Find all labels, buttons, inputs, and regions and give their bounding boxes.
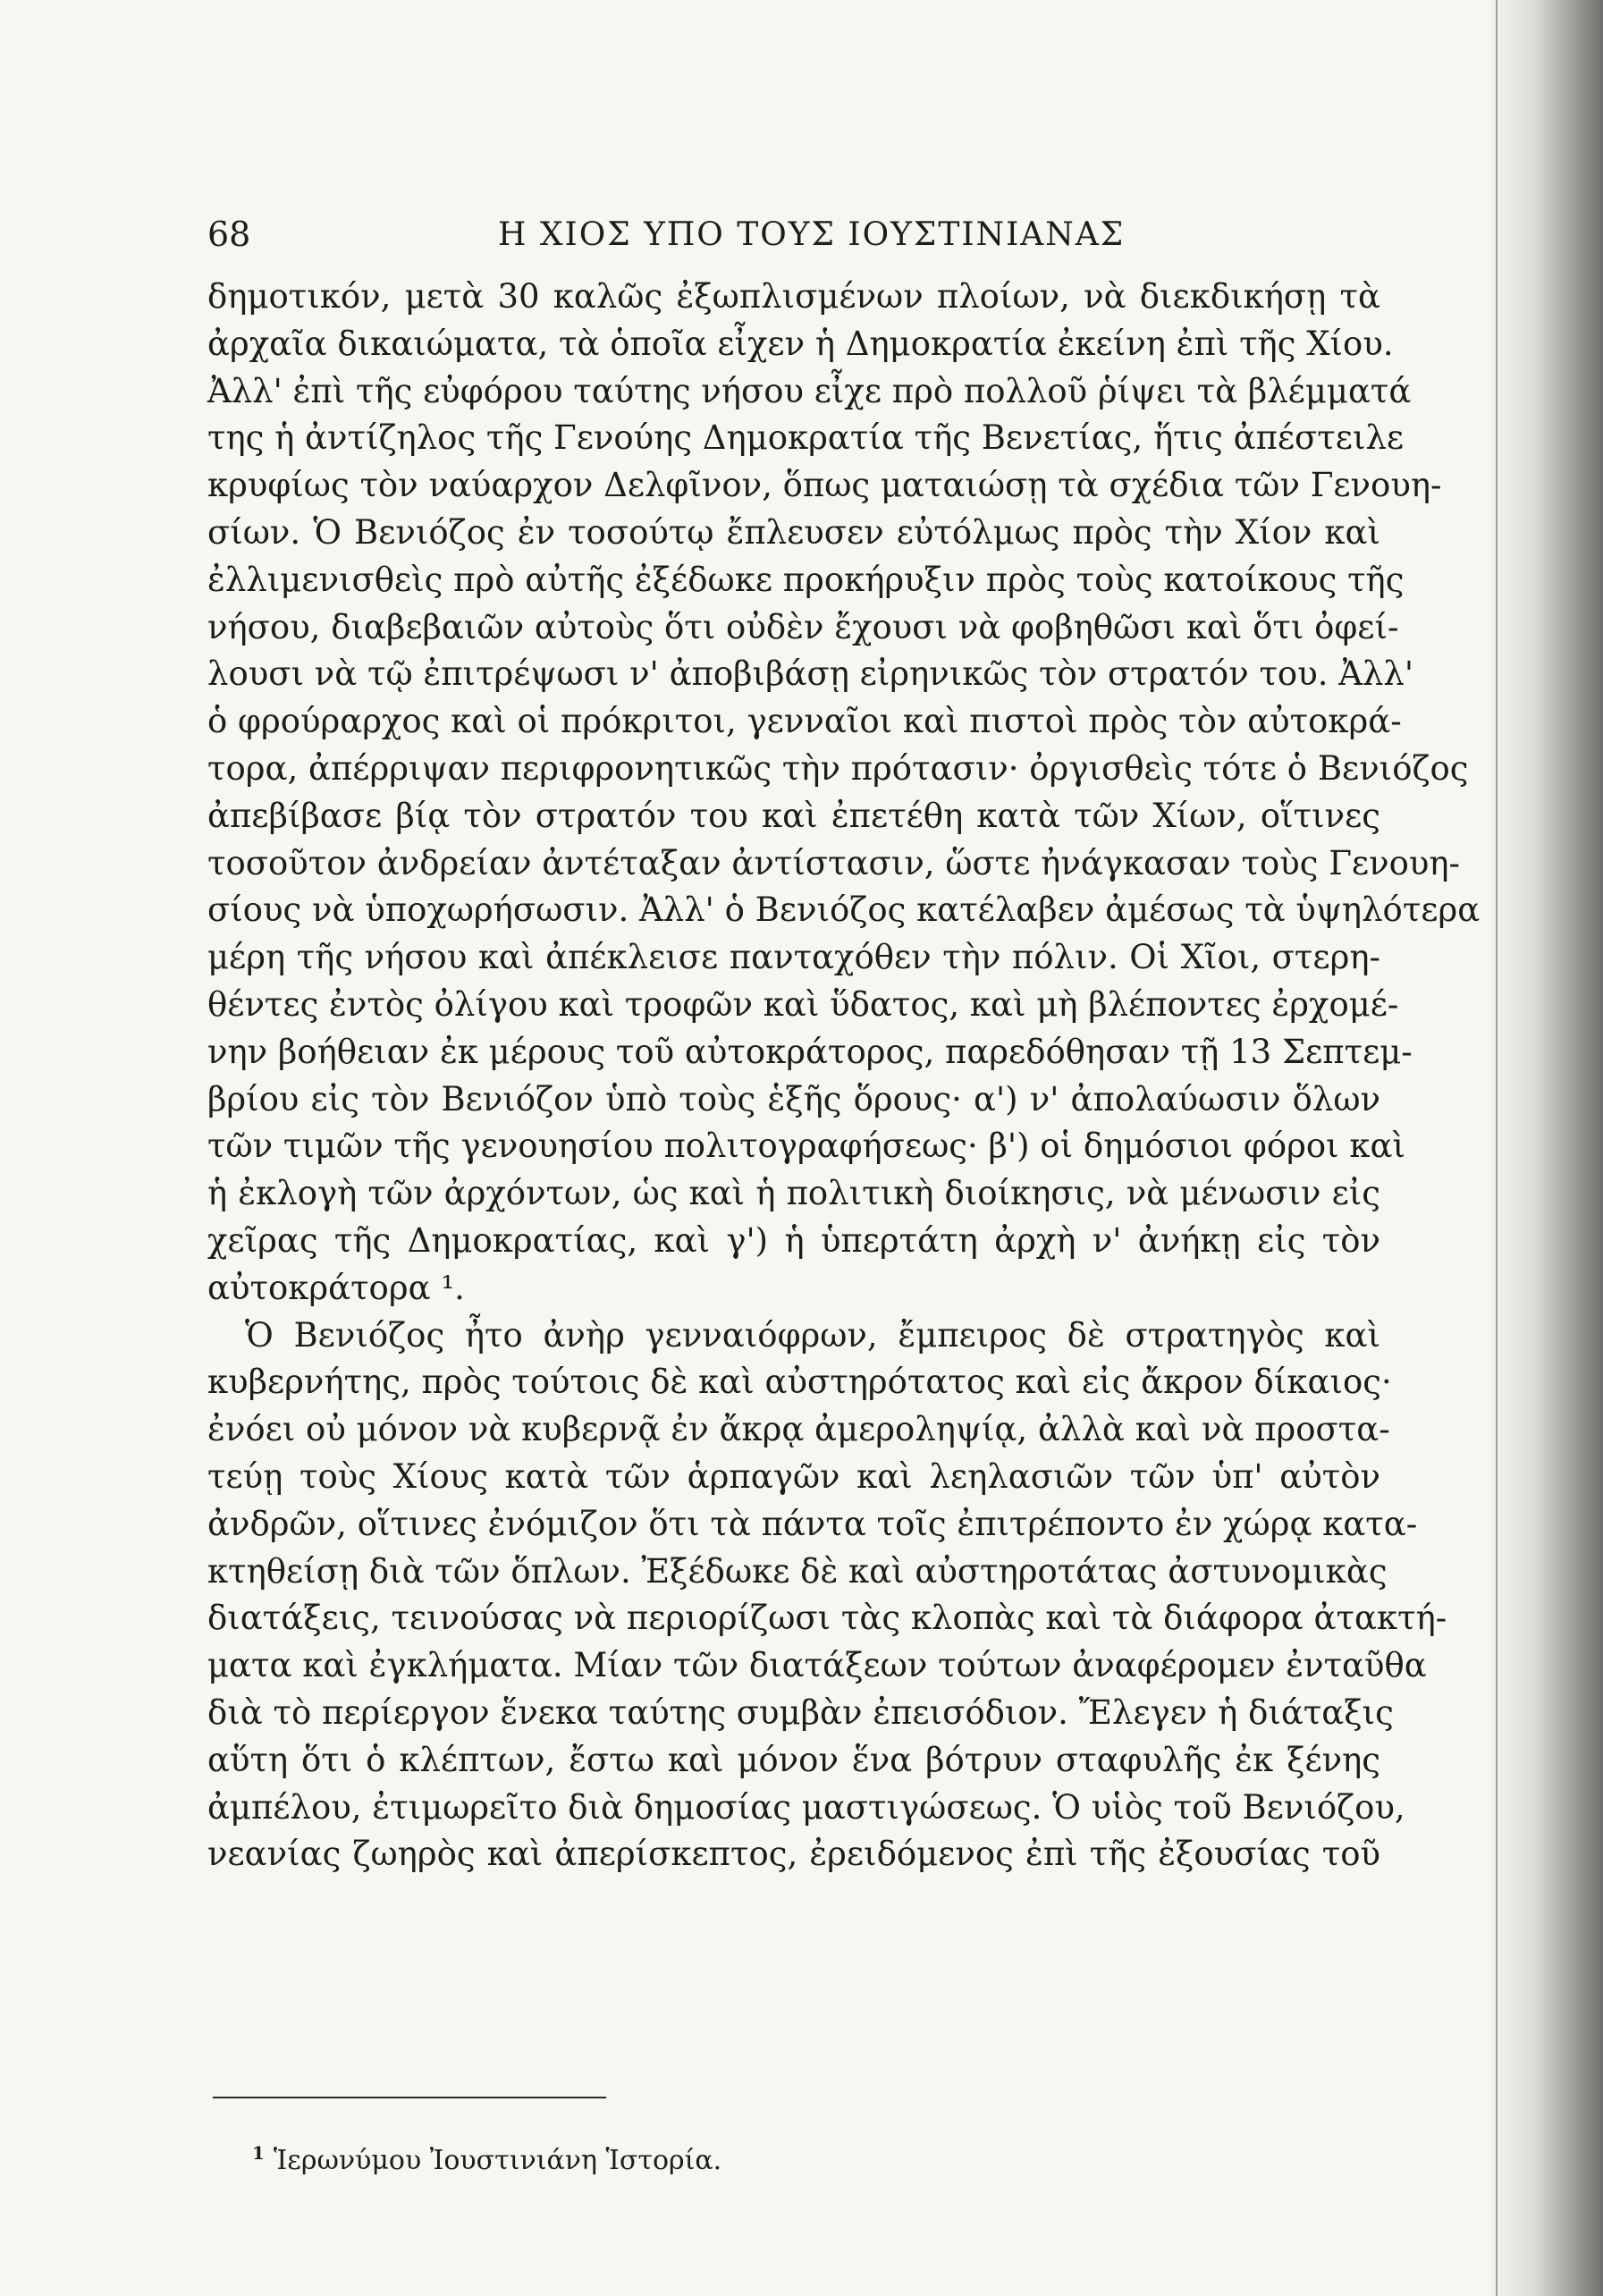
page-number: 68 [207,215,251,254]
text-line: λουσι νὰ τῷ ἐπιτρέψωσι ν' ἀποβιβάσῃ εἰρηνικῶς τὸν στρατόν του. Ἀλλ' [207,654,1414,694]
text-line: ἀρχαῖα δικαιώματα, τὰ ὁποῖα εἶχεν ἡ Δημοκρατία ἐκείνη ἐπὶ τῆς Χίου. [207,324,1394,363]
text-line: τοσοῦτον ἀνδρείαν ἀντέταξαν ἀντίστασιν, ὥστε ἠνάγκασαν τοὺς Γενουη- [207,843,1461,882]
text-line: διὰ τὸ περίεργον ἕνεκα ταύτης συμβὰν ἐπεισόδιον. Ἔλεγεν ἡ διάταξις [207,1692,1394,1732]
text-line: ὁ φρούραρχος καὶ οἱ πρόκριτοι, γενναῖοι καὶ πιστοὶ πρὸς τὸν αὐτοκρά- [207,702,1402,741]
text-line: αὐτοκράτορα ¹. [207,1268,465,1307]
text-line: κτηθείσῃ διὰ τῶν ὅπλων. Ἐξέδωκε δὲ καὶ αὐστηροτάτας ἀστυνομικὰς [207,1551,1388,1591]
running-title: Η ΧΙΟΣ ΥΠΟ ΤΟΥΣ ΙΟΥΣΤΙΝΙΑΝΑΣ [498,216,1126,253]
text-line: θέντες ἐντὸς ὀλίγου καὶ τροφῶν καὶ ὕδατος, καὶ μὴ βλέποντες ἐρχομέ- [207,984,1399,1024]
text-line: νην βοήθειαν ἐκ μέρους τοῦ αὐτοκράτορος, παρεδόθησαν τῇ 13 Σεπτεμ- [207,1032,1413,1071]
text-line: ἀνδρῶν, οἵτινες ἐνόμιζον ὅτι τὰ πάντα τοῖς ἐπιτρέποντο ἐν χώρᾳ κατα- [207,1504,1418,1543]
footnote [252,2142,721,2176]
page-header [207,215,1388,268]
text-line: κρυφίως τὸν ναύαρχον Δελφῖνον, ὅπως ματαιώσῃ τὰ σχέδια τῶν Γενουη- [207,466,1442,505]
text-line: Ἀλλ' ἐπὶ τῆς εὐφόρου ταύτης νήσου εἶχε πρὸ πολλοῦ ῥίψει τὰ βλέμματά [207,371,1412,410]
text-line: αὕτη ὅτι ὁ κλέπτων, ἔστω καὶ μόνον ἕνα βότρυν σταφυλῆς ἐκ ξένης [207,1740,1380,1779]
footnote-rule [213,2097,606,2098]
text-line: της ἡ ἀντίζηλος τῆς Γενούης Δημοκρατία τῆς Βενετίας, ἥτις ἀπέστειλε [207,418,1405,458]
text-line: βρίου εἰς τὸν Βενιόζον ὑπὸ τοὺς ἑξῆς ὅρους· α') ν' ἀπολαύωσιν ὅλων [207,1079,1380,1118]
text-line: κυβερνήτης, πρὸς τούτοις δὲ καὶ αὐστηρότατος καὶ εἰς ἄκρον δίκαιος· [207,1363,1392,1402]
text-line: τεύῃ τοὺς Χίους κατὰ τῶν ἁρπαγῶν καὶ λεηλασιῶν τῶν ὑπ' αὐτὸν [207,1456,1380,1496]
text-line: ἐνόει οὐ μόνον νὰ κυβερνᾷ ἐν ἄκρᾳ ἀμεροληψίᾳ, ἀλλὰ καὶ νὰ προστα- [207,1410,1390,1449]
text-line: τορα, ἀπέρριψαν περιφρονητικῶς τὴν πρότασιν· ὀργισθεὶς τότε ὁ Βενιόζος [207,748,1469,788]
text-line: ἀμπέλου, ἐτιμωρεῖτο διὰ δημοσίας μαστιγώσεως. Ὁ υἱὸς τοῦ Βενιόζου, [207,1787,1405,1827]
body-text [207,274,1481,1878]
text-line: δημοτικόν, μετὰ 30 καλῶς ἐξωπλισμένων πλοίων, νὰ διεκδικήσῃ τὰ [207,277,1380,316]
footnote-text: Ἱερωνύμου Ἰουστινιάνη Ἱστορία. [273,2145,722,2176]
text-line: τῶν τιμῶν τῆς γενουησίου πολιτογραφήσεως· β') οἱ δημόσιοι φόροι καὶ [207,1127,1406,1166]
text-line: σίων. Ὁ Βενιόζος ἐν τοσούτῳ ἔπλευσεν εὐτόλμως πρὸς τὴν Χίον καὶ [207,512,1380,552]
text-line: νεανίας ζωηρὸς καὶ ἀπερίσκεπτος, ἐρειδόμενος ἐπὶ τῆς ἐξουσίας τοῦ [207,1835,1380,1874]
text-line: ματα καὶ ἐγκλήματα. Μίαν τῶν διατάξεων τούτων ἀναφέρομεν ἐνταῦθα [207,1646,1427,1685]
text-line: ἡ ἐκλογὴ τῶν ἀρχόντων, ὡς καὶ ἡ πολιτικὴ διοίκησις, νὰ μένωσιν εἰς [207,1174,1380,1213]
text-line: μέρη τῆς νήσου καὶ ἀπέκλεισε πανταχόθεν τὴν πόλιν. Οἱ Χῖοι, στερη- [207,938,1380,977]
page-fold-edge [1496,0,1498,2296]
text-line: νήσου, διαβεβαιῶν αὐτοὺς ὅτι οὐδὲν ἔχουσι νὰ φοβηθῶσι καὶ ὅτι ὀφεί- [207,607,1399,646]
page-gutter-shadow [1487,0,1603,2296]
text-line: ἐλλιμενισθεὶς πρὸ αὐτῆς ἐξέδωκε προκήρυξιν πρὸς τοὺς κατοίκους τῆς [207,560,1405,599]
text-line: ἀπεβίβασε βίᾳ τὸν στρατόν του καὶ ἐπετέθη κατὰ τῶν Χίων, οἵτινες [207,796,1380,835]
text-line: Ὁ Βενιόζος ἦτο ἀνὴρ γενναιόφρων, ἔμπειρος δὲ στρατηγὸς καὶ [245,1315,1380,1355]
footnote-marker: 1 [252,2142,265,2164]
text-line: χεῖρας τῆς Δημοκρατίας, καὶ γ') ἡ ὑπερτάτη ἀρχὴ ν' ἀνήκῃ εἰς τὸν [207,1220,1380,1260]
text-line: σίους νὰ ὑποχωρήσωσιν. Ἀλλ' ὁ Βενιόζος κατέλαβεν ἀμέσως τὰ ὑψηλότερα [207,891,1481,930]
text-line: διατάξεις, τεινούσας νὰ περιορίζωσι τὰς κλοπὰς καὶ τὰ διάφορα ἀτακτή- [207,1599,1447,1638]
